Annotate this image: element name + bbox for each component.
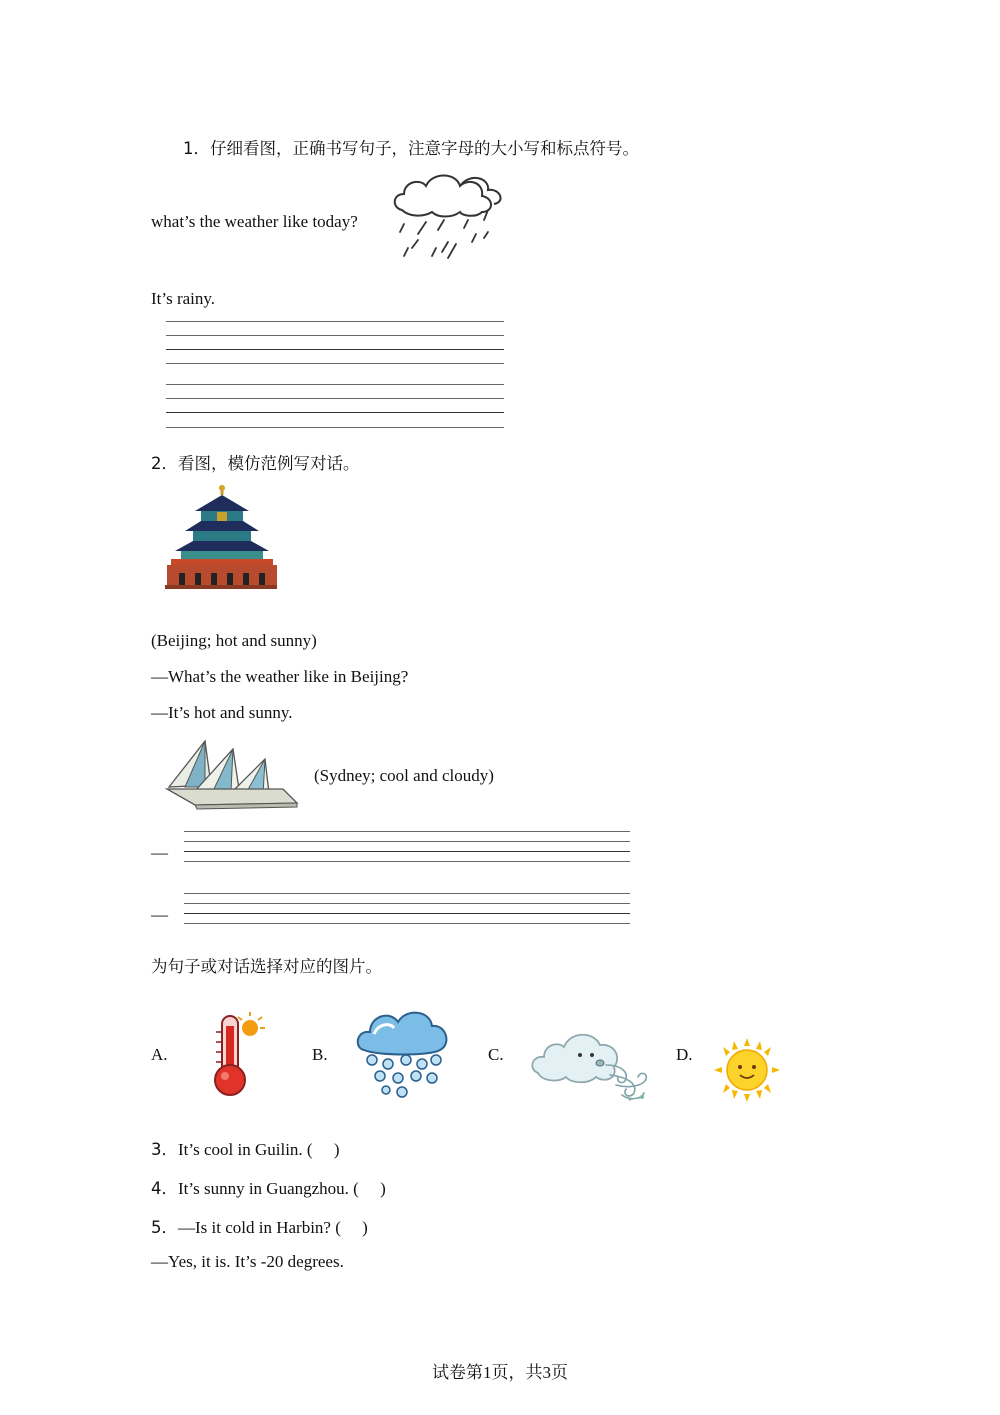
q2-instruction: 2．看图，模仿范例写对话。 <box>151 454 360 473</box>
item-5-number: 5． <box>151 1218 178 1237</box>
q1-question: what’s the weather like today? <box>151 212 358 231</box>
temple-of-heaven-image <box>165 485 277 590</box>
wind-cloud-icon <box>530 1025 650 1103</box>
q2-example-answer: —It’s hot and sunny. <box>151 703 293 722</box>
item-5-reply: —Yes, it is. It’s -20 degrees. <box>151 1252 344 1271</box>
q2-example-hint: (Beijing; hot and sunny) <box>151 631 317 650</box>
section3-instruction: 为句子或对话选择对应的图片。 <box>151 957 382 976</box>
item-3-text: It’s cool in Guilin. ( ) <box>178 1140 340 1159</box>
item-5-text: —Is it cold in Harbin? ( ) <box>178 1218 368 1237</box>
item-4-text: It’s sunny in Guangzhou. ( ) <box>178 1179 386 1198</box>
item-5 <box>151 1213 368 1238</box>
sun-icon <box>712 1038 782 1102</box>
item-3 <box>151 1135 339 1160</box>
option-b-label: B. <box>312 1045 328 1064</box>
item-4-number: 4． <box>151 1179 178 1198</box>
thermometer-icon <box>210 1012 265 1097</box>
snow-cloud-icon <box>356 1006 451 1098</box>
option-a-label: A. <box>151 1045 168 1064</box>
q1-instruction: 1．仔细看图，正确书写句子，注意字母的大小写和标点符号。 <box>183 139 639 158</box>
item-4 <box>151 1174 386 1199</box>
q2-task-hint: (Sydney; cool and cloudy) <box>314 766 494 785</box>
option-c-label: C. <box>488 1045 504 1064</box>
sydney-opera-house-image <box>165 735 300 810</box>
page-footer: 试卷第1页，共3页 <box>432 1363 568 1382</box>
q1-answer: It’s rainy. <box>151 289 216 308</box>
item-3-number: 3． <box>151 1140 178 1159</box>
dialogue-dash-1: — <box>151 843 168 862</box>
dialogue-dash-2: — <box>151 905 168 924</box>
q2-example-question: —What’s the weather like in Beijing? <box>151 667 409 686</box>
rain-cloud-icon <box>390 168 510 263</box>
option-d-label: D. <box>676 1045 693 1064</box>
